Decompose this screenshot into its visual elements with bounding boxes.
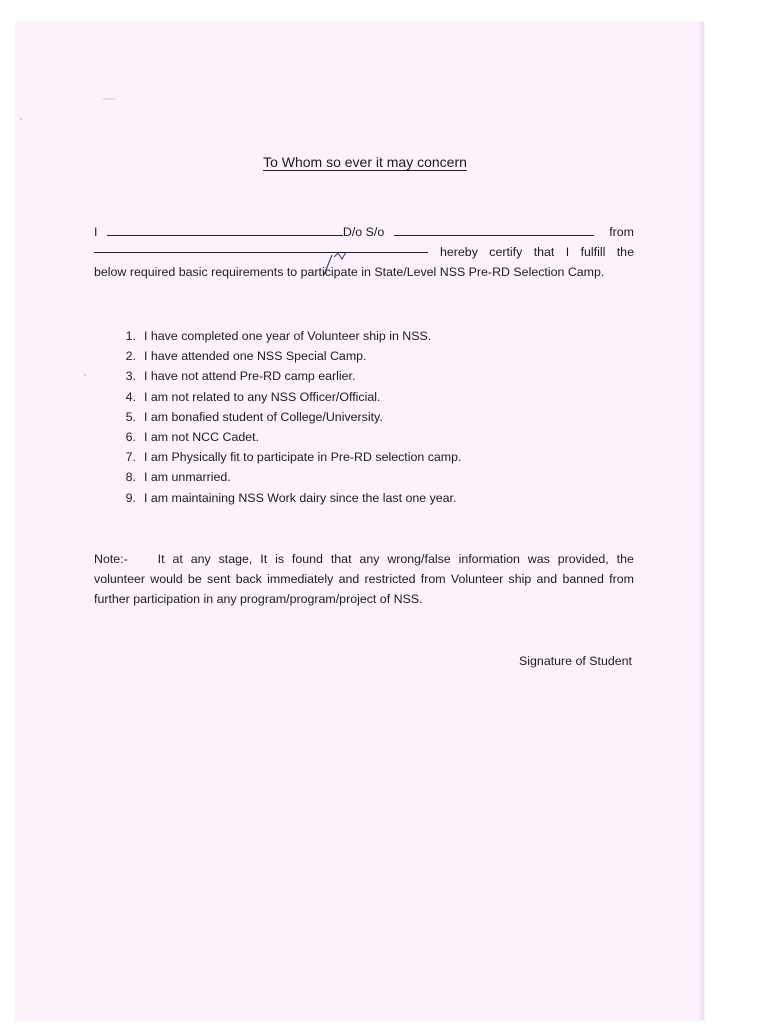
scan-speck: [20, 118, 22, 120]
pen-mark-icon: [320, 249, 350, 279]
list-item: 7. I am Physically fit to participate in Pre-RD selection camp.: [125, 450, 462, 465]
requirements-list: [112, 326, 461, 508]
declaration-line-2: [94, 242, 634, 262]
signature-label: Signature of Student: [519, 654, 632, 668]
list-item: 8. I am unmarried.: [125, 470, 231, 485]
declaration-line-3-text: below required basic requirements to participate in State/Level NSS Pre-RD Selection Camp.: [94, 265, 605, 279]
handwritten-strike-mark: [320, 249, 350, 282]
document-page: [16, 22, 704, 1020]
list-item: 2. I have attended one NSS Special Camp.: [125, 349, 367, 364]
student-name-blank[interactable]: [107, 225, 343, 236]
declaration-line-3: [94, 262, 634, 282]
scan-speck: [102, 98, 116, 100]
list-item: 3. I have not attend Pre-RD camp earlier.: [125, 369, 356, 384]
pronoun-text: I: [94, 225, 98, 239]
list-item: 5. I am bonafied student of College/University.: [125, 409, 383, 424]
list-item: 4. I am not related to any NSS Officer/Official.: [125, 389, 381, 404]
relation-text: D/o S/o: [342, 225, 385, 239]
note-line-1: Note:- It at any stage, It is found that any wrong/false information was provided, the: [94, 549, 634, 569]
from-text: from: [609, 225, 634, 239]
list-item: 6. I am not NCC Cadet.: [125, 429, 260, 444]
note-line-2: volunteer would be sent back immediately and restricted from Volunteer ship and banned from: [94, 572, 634, 586]
parent-name-blank[interactable]: [394, 225, 594, 236]
list-item: 9. I am maintaining NSS Work dairy since the last one year.: [125, 490, 457, 505]
document-title: To Whom so ever it may concern: [263, 154, 467, 170]
institution-blank[interactable]: [94, 242, 428, 253]
list-item: 1. I have completed one year of Volunteer ship in NSS.: [125, 329, 432, 343]
note-line-3: further participation in any program/program/project of NSS.: [94, 592, 423, 606]
scan-speck: [84, 374, 86, 376]
note-label: Note:-: [94, 552, 128, 566]
declaration-line-1: [94, 222, 634, 242]
certify-phrase: hereby certify that I fulfill the: [440, 245, 634, 259]
